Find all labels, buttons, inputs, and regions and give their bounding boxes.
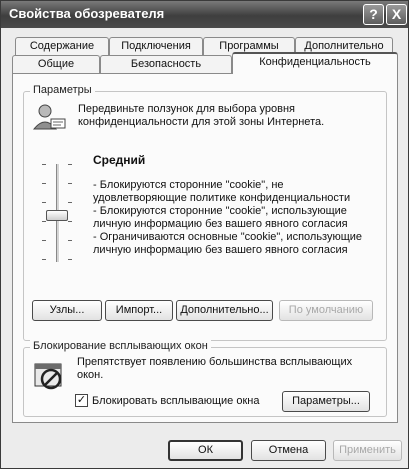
slider-tick [68, 202, 72, 203]
tab-connections[interactable]: Подключения [109, 37, 203, 55]
settings-group-label: Параметры [30, 84, 95, 96]
level-line-3: - Блокируются сторонние "cookie", использующие [93, 205, 347, 217]
window-title: Свойства обозревателя [9, 6, 165, 21]
slider-tick [42, 164, 46, 165]
import-button[interactable]: Импорт... [105, 300, 173, 321]
privacy-tab-panel [12, 73, 398, 423]
slider-tick [42, 259, 46, 260]
privacy-level-title: Средний [93, 153, 146, 167]
tab-advanced[interactable]: Дополнительно [295, 37, 393, 55]
apply-button[interactable]: Применить [333, 440, 402, 461]
slider-tick [42, 240, 46, 241]
level-line-4: личную информацию без вашего явного согласия [93, 218, 348, 230]
privacy-person-icon [31, 102, 67, 132]
slider-tick [68, 164, 72, 165]
sites-button[interactable]: Узлы... [32, 300, 102, 321]
title-bar[interactable] [1, 1, 408, 28]
tab-security[interactable]: Безопасность [100, 55, 232, 73]
block-popups-checkbox[interactable]: ✓ [76, 394, 87, 406]
slider-tick [42, 183, 46, 184]
level-line-5: - Ограничиваются основные "cookie", использующие [93, 231, 363, 243]
default-level-button[interactable]: По умолчанию [279, 300, 373, 321]
slider-tick [68, 221, 72, 222]
cancel-button[interactable]: Отмена [251, 440, 326, 461]
tab-privacy[interactable]: Конфиденциальность [232, 52, 398, 74]
privacy-description: Передвиньте ползунок для выбора уровня конфиденциальности для этой зоны Интернета. [78, 103, 325, 128]
slider-tick [68, 259, 72, 260]
ok-button[interactable]: ОК [168, 440, 243, 461]
popup-description-line1: Препятствует появлению большинства всплывающих [77, 356, 353, 368]
slider-tick [68, 183, 72, 184]
slider-tick [68, 240, 72, 241]
slider-tick [42, 221, 46, 222]
slider-thumb[interactable] [46, 210, 68, 221]
level-line-1: - Блокируются сторонние "cookie", не [93, 179, 284, 191]
popup-blocker-group-label: Блокирование всплывающих окон [30, 340, 211, 352]
help-button[interactable]: ? [363, 4, 384, 25]
advanced-button[interactable]: Дополнительно... [176, 300, 273, 321]
block-popups-label[interactable]: Блокировать всплывающие окна [92, 395, 260, 407]
popup-description-line2: окон. [77, 369, 104, 381]
popup-blocker-icon [33, 360, 67, 392]
close-button[interactable]: X [386, 4, 407, 25]
level-line-2: удовлетворяющие политике конфиденциальности [93, 192, 351, 204]
slider-tick [42, 202, 46, 203]
tab-content[interactable]: Содержание [15, 37, 109, 55]
level-line-6: личную информацию без вашего явного согласия [93, 244, 348, 256]
popup-settings-button[interactable]: Параметры... [282, 391, 370, 412]
tab-general[interactable]: Общие [12, 55, 100, 73]
tab-programs[interactable]: Программы [203, 37, 295, 55]
